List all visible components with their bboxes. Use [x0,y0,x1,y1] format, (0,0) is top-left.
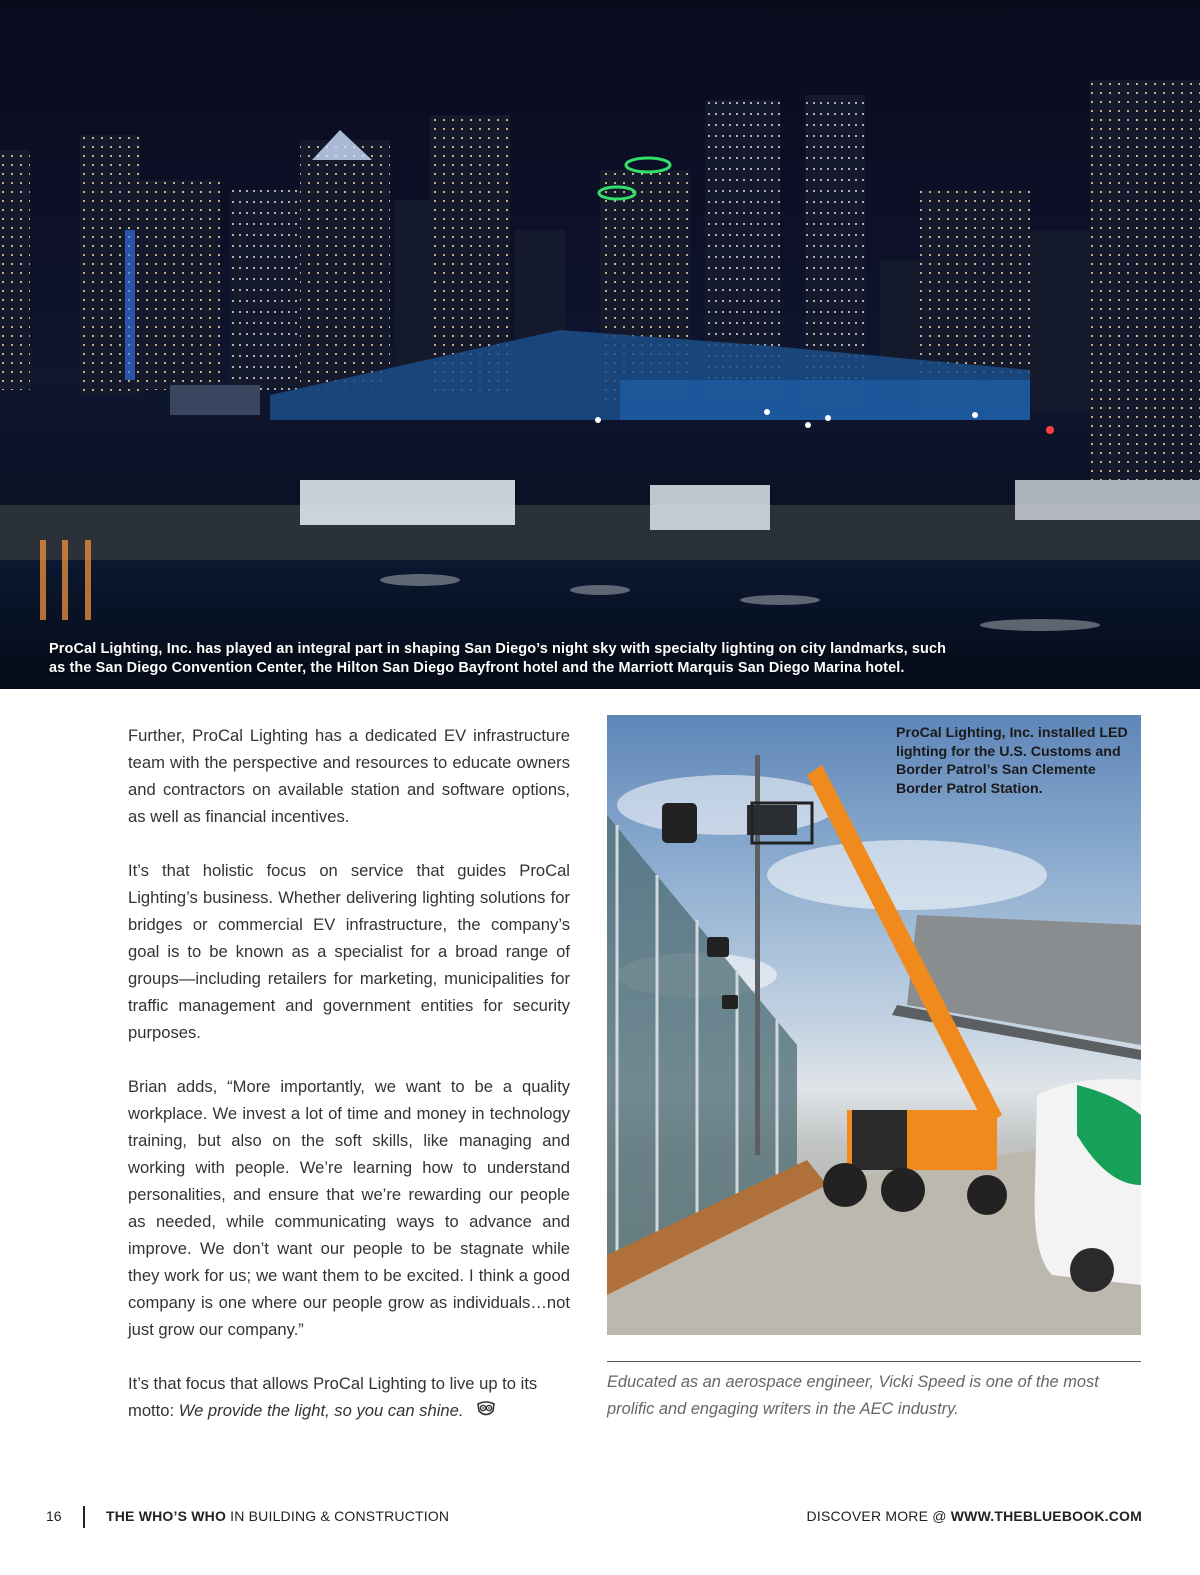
motto-lead: It’s that focus that allows ProCal Lighting to live up to its motto: [128,1374,538,1420]
border-patrol-photo [607,715,1141,1335]
paragraph: It’s that holistic focus on service that guides ProCal Lighting’s business. Whether delivering lighting solutions for bridges or commercial EV infrastructure, the company’s goal is to be known as a specialist for a broad range of groups—including retailers for marketing, municipalities for traffic management and government entities for security purposes. [128,861,570,1042]
paragraph: Further, ProCal Lighting has a dedicated EV infrastructure team with the perspective and resources to educate owners and contractors on available station and software options, as well as financial incentives. [128,726,570,826]
website-link[interactable]: WWW.THEBLUEBOOK.COM [950,1508,1142,1524]
article-body [128,722,570,1452]
paragraph-motto [128,1370,570,1425]
hero-photo [0,0,1200,689]
owl-end-mark-icon [476,1398,496,1425]
skyline-illustration [0,0,1200,689]
lift-illustration [607,715,1141,1335]
author-bio: Educated as an aerospace engineer, Vicki Speed is one of the most prolific and engaging writers in the AEC industry. [607,1373,1099,1418]
publication-name [106,1508,449,1524]
paragraph: Brian adds, “More importantly, we want to be a quality workplace. We invest a lot of time and money in technology training, but also on the soft skills, like managing and working with people. We’re learning how to understand personalities, and ensure that we’re rewarding our people as needed, while communicating ways to advance and improve. We don’t want our people to be stagnate while they work for us; we want them to be excited. I think a good company is one where our people grow as individuals…not just grow our company.” [128,1077,570,1339]
publication-name-bold: THE WHO’S WHO [106,1508,227,1524]
page-footer [0,1506,1200,1530]
page-number: 16 [46,1508,62,1524]
footer-divider [83,1506,85,1528]
publication-name-rest: IN BUILDING & CONSTRUCTION [226,1508,450,1524]
hero-caption: ProCal Lighting, Inc. has played an integral part in shaping San Diego’s night sky with specialty lighting on city landmarks, such as the San Diego Convention Center, the Hilton San Diego Bayfront hotel and the Marriott Marquis San Diego Marina hotel. [49,641,947,676]
motto-text: We provide the light, so you can shine. [178,1401,464,1420]
photo2-caption: ProCal Lighting, Inc. installed LED lighting for the U.S. Customs and Border Patrol’s San Clemente Border Patrol Station. [896,725,1128,797]
discover-more [807,1508,1142,1524]
discover-prefix: DISCOVER MORE @ [806,1508,951,1524]
bio-divider [607,1361,1141,1362]
